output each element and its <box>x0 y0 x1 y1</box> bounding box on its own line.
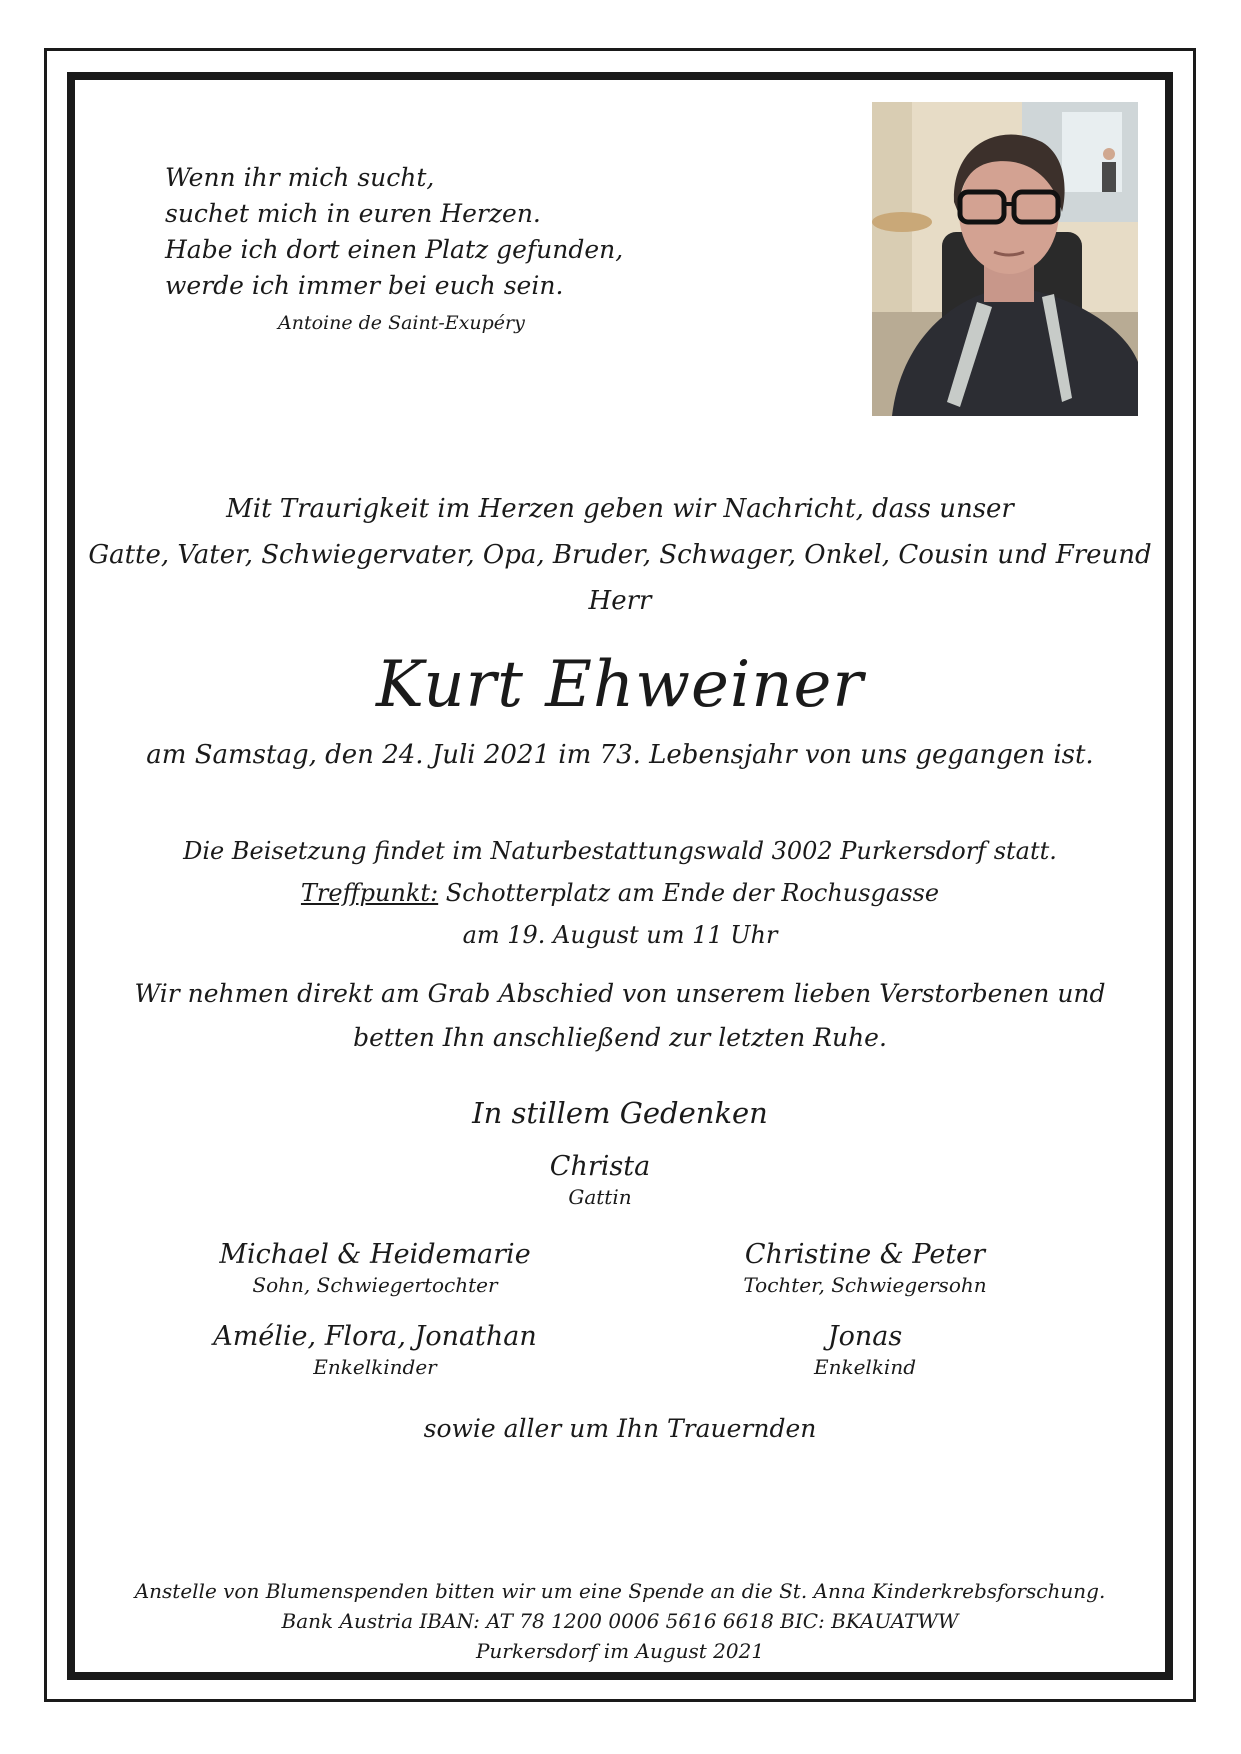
meeting-point <box>80 872 1160 914</box>
farewell-line: Wir nehmen direkt am Grab Abschied von unserem lieben Verstorbenen und <box>134 979 1106 1008</box>
quote <box>165 160 623 304</box>
burial-time: am 19. August um 11 Uhr <box>462 921 778 949</box>
mourner-name: Christa <box>549 1151 651 1182</box>
mourner-name: Michael & Heidemarie <box>219 1239 531 1270</box>
meeting-place: Schotterplatz am Ende der Rochusgasse <box>438 879 940 907</box>
meeting-label: Treffpunkt: <box>300 879 439 907</box>
announcement-intro <box>80 486 1160 624</box>
mourner-left-2 <box>200 1320 550 1380</box>
intro-line: Herr <box>588 586 652 616</box>
mourner-right-2 <box>690 1320 1040 1380</box>
portrait-illustration <box>872 102 1138 416</box>
closing-line: sowie aller um Ihn Trauernden <box>423 1414 817 1443</box>
death-date-line: am Samstag, den 24. Juli 2021 im 73. Lebensjahr von uns gegangen ist. <box>146 740 1094 770</box>
bank-details: Bank Austria IBAN: AT 78 1200 0006 5616 6618 BIC: BKAUATWW <box>281 1609 959 1633</box>
mourner-right-1 <box>690 1238 1040 1298</box>
mourner-left-1 <box>200 1238 550 1298</box>
memory-heading: In stillem Gedenken <box>472 1096 768 1130</box>
mourner-role: Gattin <box>568 1185 632 1209</box>
quote-line: Habe ich dort einen Platz gefunden, <box>165 235 624 264</box>
mourner-role: Sohn, Schwiegertochter <box>252 1273 498 1297</box>
mourner-name: Jonas <box>827 1321 903 1352</box>
portrait-photo <box>872 102 1138 416</box>
mourner-role: Tochter, Schwiegersohn <box>743 1273 987 1297</box>
farewell-line: betten Ihn anschließend zur letzten Ruhe. <box>353 1023 887 1052</box>
mourner-name: Amélie, Flora, Jonathan <box>213 1321 537 1352</box>
quote-line: Wenn ihr mich sucht, <box>165 163 435 192</box>
intro-line: Mit Traurigkeit im Herzen geben wir Nachricht, dass unser <box>226 494 1014 524</box>
quote-line: werde ich immer bei euch sein. <box>165 271 564 300</box>
mourner-name: Christine & Peter <box>744 1239 986 1270</box>
deceased-name: Kurt Ehweiner <box>375 648 865 722</box>
intro-line: Gatte, Vater, Schwiegervater, Opa, Bruder, Schwager, Onkel, Cousin und Freund <box>88 540 1152 570</box>
mourner-spouse <box>480 1150 720 1210</box>
donation-request: Anstelle von Blumenspenden bitten wir um eine Spende an die St. Anna Kinderkrebsforschung. <box>134 1579 1106 1603</box>
burial-info <box>80 830 1160 956</box>
mourner-role: Enkelkind <box>813 1355 917 1379</box>
mourner-role: Enkelkinder <box>313 1355 437 1379</box>
quote-author: Antoine de Saint-Exupéry <box>278 312 525 334</box>
farewell-text <box>80 972 1160 1060</box>
footer <box>80 1576 1160 1666</box>
place-date: Purkersdorf im August 2021 <box>475 1639 765 1663</box>
quote-line: suchet mich in euren Herzen. <box>165 199 541 228</box>
burial-location: Die Beisetzung findet im Naturbestattungswald 3002 Purkersdorf statt. <box>183 837 1057 865</box>
